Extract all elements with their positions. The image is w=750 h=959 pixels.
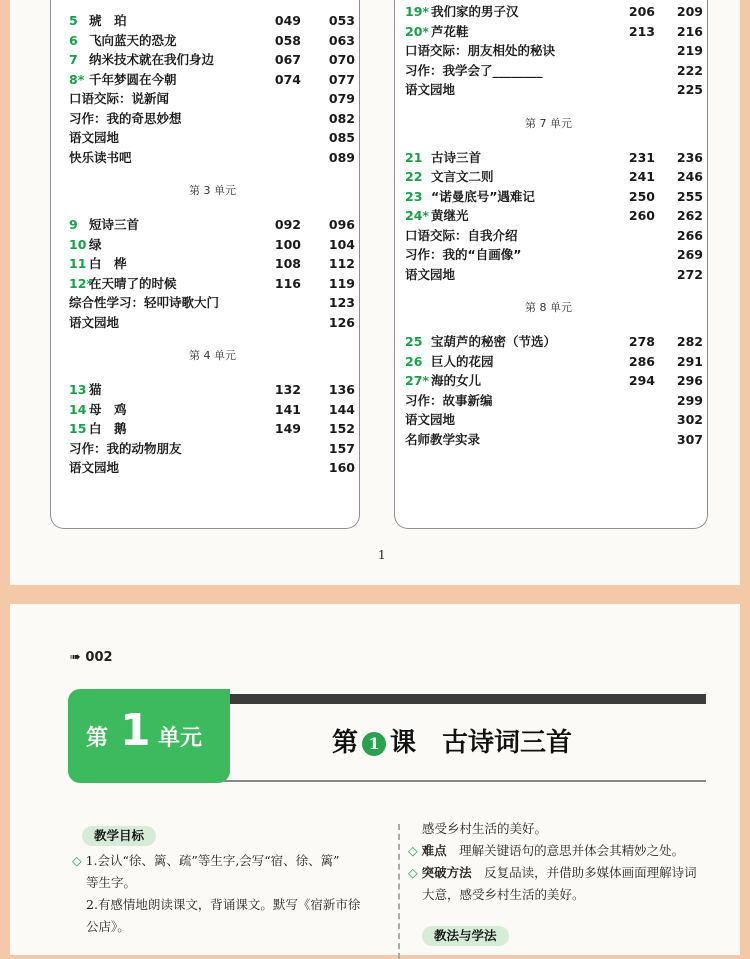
toc-entry-page-end: 291 [676,353,703,369]
lesson-number: 1 [362,732,386,756]
toc-entry-title: 文言文二则 [431,169,494,184]
unit-heading: 第 8 单元 [525,301,572,315]
toc-entry-title: 芦花鞋 [431,23,469,39]
toc-entry-page-start: 286 [628,353,655,369]
toc-entry-page-start: 092 [274,217,301,232]
toc-entry-number: 22 [405,169,423,184]
toc-entry-title: 语文园地 [405,82,456,97]
toc-entry-title: 语文园地 [69,314,120,330]
toc-entry-page-end: 236 [676,149,703,165]
toc-entry-number: 25 [405,334,423,349]
toc-entry-title: 飞向蓝天的恐龙 [89,32,177,48]
toc-entry-number: 9 [69,217,78,232]
toc-entry[interactable] [405,246,701,264]
toc-entry-page-end: 282 [676,334,703,349]
toc-entry-page-end: 144 [328,401,355,417]
toc-entry-title: “诺曼底号”遇难记 [431,188,535,204]
toc-entry-title: 口语交际：说新闻 [69,91,170,106]
toc-entry-page-end: 299 [676,392,703,408]
toc-entry-page-start: 241 [628,169,655,184]
toc-entry[interactable] [69,110,359,128]
toc-entry-page-start: 149 [274,421,301,436]
page-number: 1 [378,548,386,562]
right-text [408,818,738,906]
toc-entry-title: 白 桦 [89,256,127,271]
toc-entry[interactable] [405,168,701,186]
toc-entry-title: 快乐读书吧 [69,149,132,165]
toc-entry-page-end: 209 [676,4,703,19]
toc-entry-page-end: 104 [328,236,355,252]
lesson-title [332,722,572,759]
toc-entry[interactable] [405,3,701,21]
toc-entry-number: 11 [69,256,87,271]
goal-1-cont: 等生字。 [86,875,137,890]
toc-entry-page-end: 157 [328,440,355,456]
toc-entry-page-start: 141 [274,401,301,417]
toc-entry-page-end: 269 [676,247,703,262]
toc-entry-page-end: 089 [328,149,355,165]
toc-entry-title: 语文园地 [405,412,456,427]
toc-entry[interactable] [405,333,701,351]
toc-entry-title: 我们家的男子汉 [431,4,519,19]
toc-entry[interactable] [405,392,701,410]
toc-entry[interactable] [69,255,359,273]
unit-suffix: 单元 [158,726,203,751]
method-label: 突破方法 [421,865,472,880]
toc-entry-page-end: 216 [676,23,703,39]
header-rule [230,694,706,704]
toc-entry[interactable] [69,294,359,312]
toc-entry[interactable] [405,81,701,99]
toc-entry[interactable] [405,207,701,225]
toc-entry-page-end: 123 [328,295,355,310]
toc-entry-page-start: 108 [274,256,301,271]
toc-entry[interactable] [405,431,701,449]
toc-entry[interactable] [405,23,701,41]
toc-entry-page-end: 307 [676,431,703,447]
difficulty-text: 理解关键语句的意思并体会其精妙之处。 [459,843,685,858]
lesson-page [10,604,740,955]
toc-entry[interactable] [405,266,701,284]
toc-entry-page-end: 246 [676,169,703,184]
goal-text [72,850,392,938]
method-text-cont: 大意，感受乡村生活的美好。 [422,887,585,902]
toc-entry-number: 14 [69,401,87,417]
toc-entry-number: 19* [405,4,429,19]
toc-entry-page-start: 100 [274,236,301,252]
toc-entry[interactable] [405,353,701,371]
toc-entry-page-end: 082 [328,110,355,126]
toc-entry-page-end: 079 [328,91,355,106]
toc-entry-number: 13 [69,382,87,397]
unit-number: 1 [120,705,151,756]
goal-1: 1.会认“徐、篱、疏”等生字,会写“宿、徐、篱” [85,853,340,868]
toc-entry-number: 21 [405,149,423,165]
unit-prefix: 第 [86,726,109,751]
toc-entry[interactable] [69,12,359,30]
toc-entry-number: 7 [69,52,78,67]
toc-entry-page-start: 294 [628,373,655,388]
toc-entry-title: 黄继光 [431,208,469,223]
toc-entry[interactable] [69,459,359,477]
toc-entry-page-end: 160 [328,460,355,475]
toc-entry-page-end: 262 [676,208,703,223]
unit-badge [68,689,230,783]
toc-entry-page-end: 222 [676,62,703,78]
toc-entry-title: 语文园地 [69,460,120,475]
toc-entry-title: 语文园地 [69,130,120,145]
toc-entry-title: 琥 珀 [89,13,127,28]
toc-entry-title: 猫 [89,382,102,397]
toc-entry-title: 千年梦圆在今朝 [89,71,177,87]
bullet-icon: ◇ [72,853,82,868]
toc-entry-page-start: 231 [628,149,655,165]
toc-entry[interactable] [405,42,701,60]
toc-entry-page-start: 260 [628,208,655,223]
toc-entry-title: 习作：我的动物朋友 [69,440,182,456]
toc-entry-title: 宝葫芦的秘密（节选） [431,334,557,349]
unit-heading: 第 4 单元 [189,349,236,363]
goal-2-cont: 公店》。 [86,919,130,934]
toc-entry-page-end: 152 [328,421,355,436]
toc-entry-title: 在天晴了的时候 [89,275,177,291]
toc-entry-title: 古诗三首 [431,149,482,165]
page-ref-number: 002 [85,650,113,665]
toc-entry[interactable] [69,381,359,399]
bullet-icon: ◇ [408,843,418,858]
toc-entry[interactable] [69,314,359,332]
lesson-suffix: 课 [390,728,417,758]
toc-entry[interactable] [405,62,701,80]
unit-heading: 第 7 单元 [525,116,572,130]
toc-entry-page-end: 136 [328,382,355,397]
bullet-icon: ◇ [408,865,418,880]
lesson-prefix: 第 [332,728,359,758]
toc-entry-number: 26 [405,353,423,369]
toc-entry-title: 口语交际：朋友相处的秘诀 [405,43,556,58]
toc-entry[interactable] [69,71,359,89]
toc-entry-page-end: 053 [328,13,355,28]
column-divider [398,824,400,959]
difficulty-label: 难点 [421,843,447,858]
toc-entry-page-start: 132 [274,382,301,397]
toc-entry-page-end: 085 [328,130,355,145]
toc-entry-title: 纳米技术就在我们身边 [89,52,215,67]
toc-entry-number: 15 [69,421,87,436]
toc-entry-number: 10 [69,236,87,252]
toc-entry-page-end: 255 [676,188,703,204]
toc-entry-page-end: 219 [676,43,703,58]
toc-entry-page-end: 077 [328,71,355,87]
toc-entry[interactable] [405,149,701,167]
toc-left-column [50,0,360,529]
toc-entry[interactable] [69,236,359,254]
toc-entry-title: 巨人的花园 [431,353,494,369]
toc-entry[interactable] [405,188,701,206]
toc-entry[interactable] [69,51,359,69]
method-tag: 教法与学法 [422,926,509,946]
toc-entry-number: 27* [405,373,429,388]
toc-entry-page-end: 063 [328,32,355,48]
toc-page [10,0,740,585]
toc-entry-page-start: 206 [628,4,655,19]
toc-entry-title: 习作：故事新编 [405,392,493,408]
toc-entry[interactable] [69,149,359,167]
toc-entry-page-end: 126 [328,314,355,330]
toc-entry-page-start: 116 [274,275,301,291]
toc-entry-page-start: 058 [274,32,301,48]
toc-entry[interactable] [69,90,359,108]
toc-entry-title: 名师教学实录 [405,431,481,447]
toc-entry-page-start: 278 [628,334,655,349]
toc-entry-page-end: 112 [328,256,355,271]
goal-tag: 教学目标 [82,826,156,846]
toc-entry[interactable] [405,411,701,429]
toc-entry-page-end: 070 [328,52,355,67]
toc-entry-page-end: 302 [676,412,703,427]
toc-entry[interactable] [69,32,359,50]
toc-entry[interactable] [69,420,359,438]
toc-entry-page-start: 049 [274,13,301,28]
goal-2: 2.有感情地朗读课文，背诵课文。默写《宿新市徐 [86,897,361,912]
toc-entry-title: 综合性学习：轻叩诗歌大门 [69,295,220,310]
toc-entry-number: 20* [405,23,429,39]
header-underline [224,780,706,782]
toc-entry-title: 短诗三首 [89,217,140,232]
lesson-name: 古诗词三首 [442,728,573,758]
toc-entry-title: 绿 [89,236,102,252]
toc-entry-page-end: 119 [328,275,355,291]
toc-entry-number: 5 [69,13,78,28]
toc-entry-title: 海的女儿 [431,373,482,388]
toc-entry-page-start: 074 [274,71,301,87]
method-text: 反复品读，并借助多媒体画面理解诗词 [484,865,697,880]
toc-entry-title: 白 鹅 [89,421,127,436]
toc-entry[interactable] [405,372,701,390]
toc-entry[interactable] [405,227,701,245]
toc-entry[interactable] [69,401,359,419]
toc-entry-page-end: 096 [328,217,355,232]
toc-entry-number: 8* [69,71,85,87]
toc-entry-title: 母 鸡 [89,401,127,417]
toc-entry-page-start: 067 [274,52,301,67]
toc-entry-title: 习作：我的奇思妙想 [69,110,182,126]
toc-entry-page-end: 272 [676,266,703,282]
toc-entry[interactable] [69,129,359,147]
right-top-line: 感受乡村生活的美好。 [422,821,548,836]
toc-entry-title: 习作：我的“自画像” [405,247,522,262]
toc-entry-page-start: 213 [628,23,655,39]
toc-entry-number: 6 [69,32,78,48]
page-ref: ➠ 002 [70,650,113,665]
toc-right-column [394,0,708,529]
toc-entry[interactable] [69,275,359,293]
toc-entry-page-end: 296 [676,373,703,388]
toc-entry-page-end: 225 [676,82,703,97]
toc-entry-number: 24* [405,208,429,223]
toc-entry-page-start: 250 [628,188,655,204]
toc-entry-page-end: 266 [676,227,703,243]
unit-heading: 第 3 单元 [189,184,236,198]
toc-entry-number: 23 [405,188,423,204]
toc-entry[interactable] [69,216,359,234]
toc-entry-number: 12* [69,275,93,291]
toc-entry-title: 口语交际：自我介绍 [405,227,518,243]
toc-entry-title: 习作：我学会了________ [405,62,543,78]
toc-entry-title: 语文园地 [405,266,456,282]
toc-entry[interactable] [69,440,359,458]
